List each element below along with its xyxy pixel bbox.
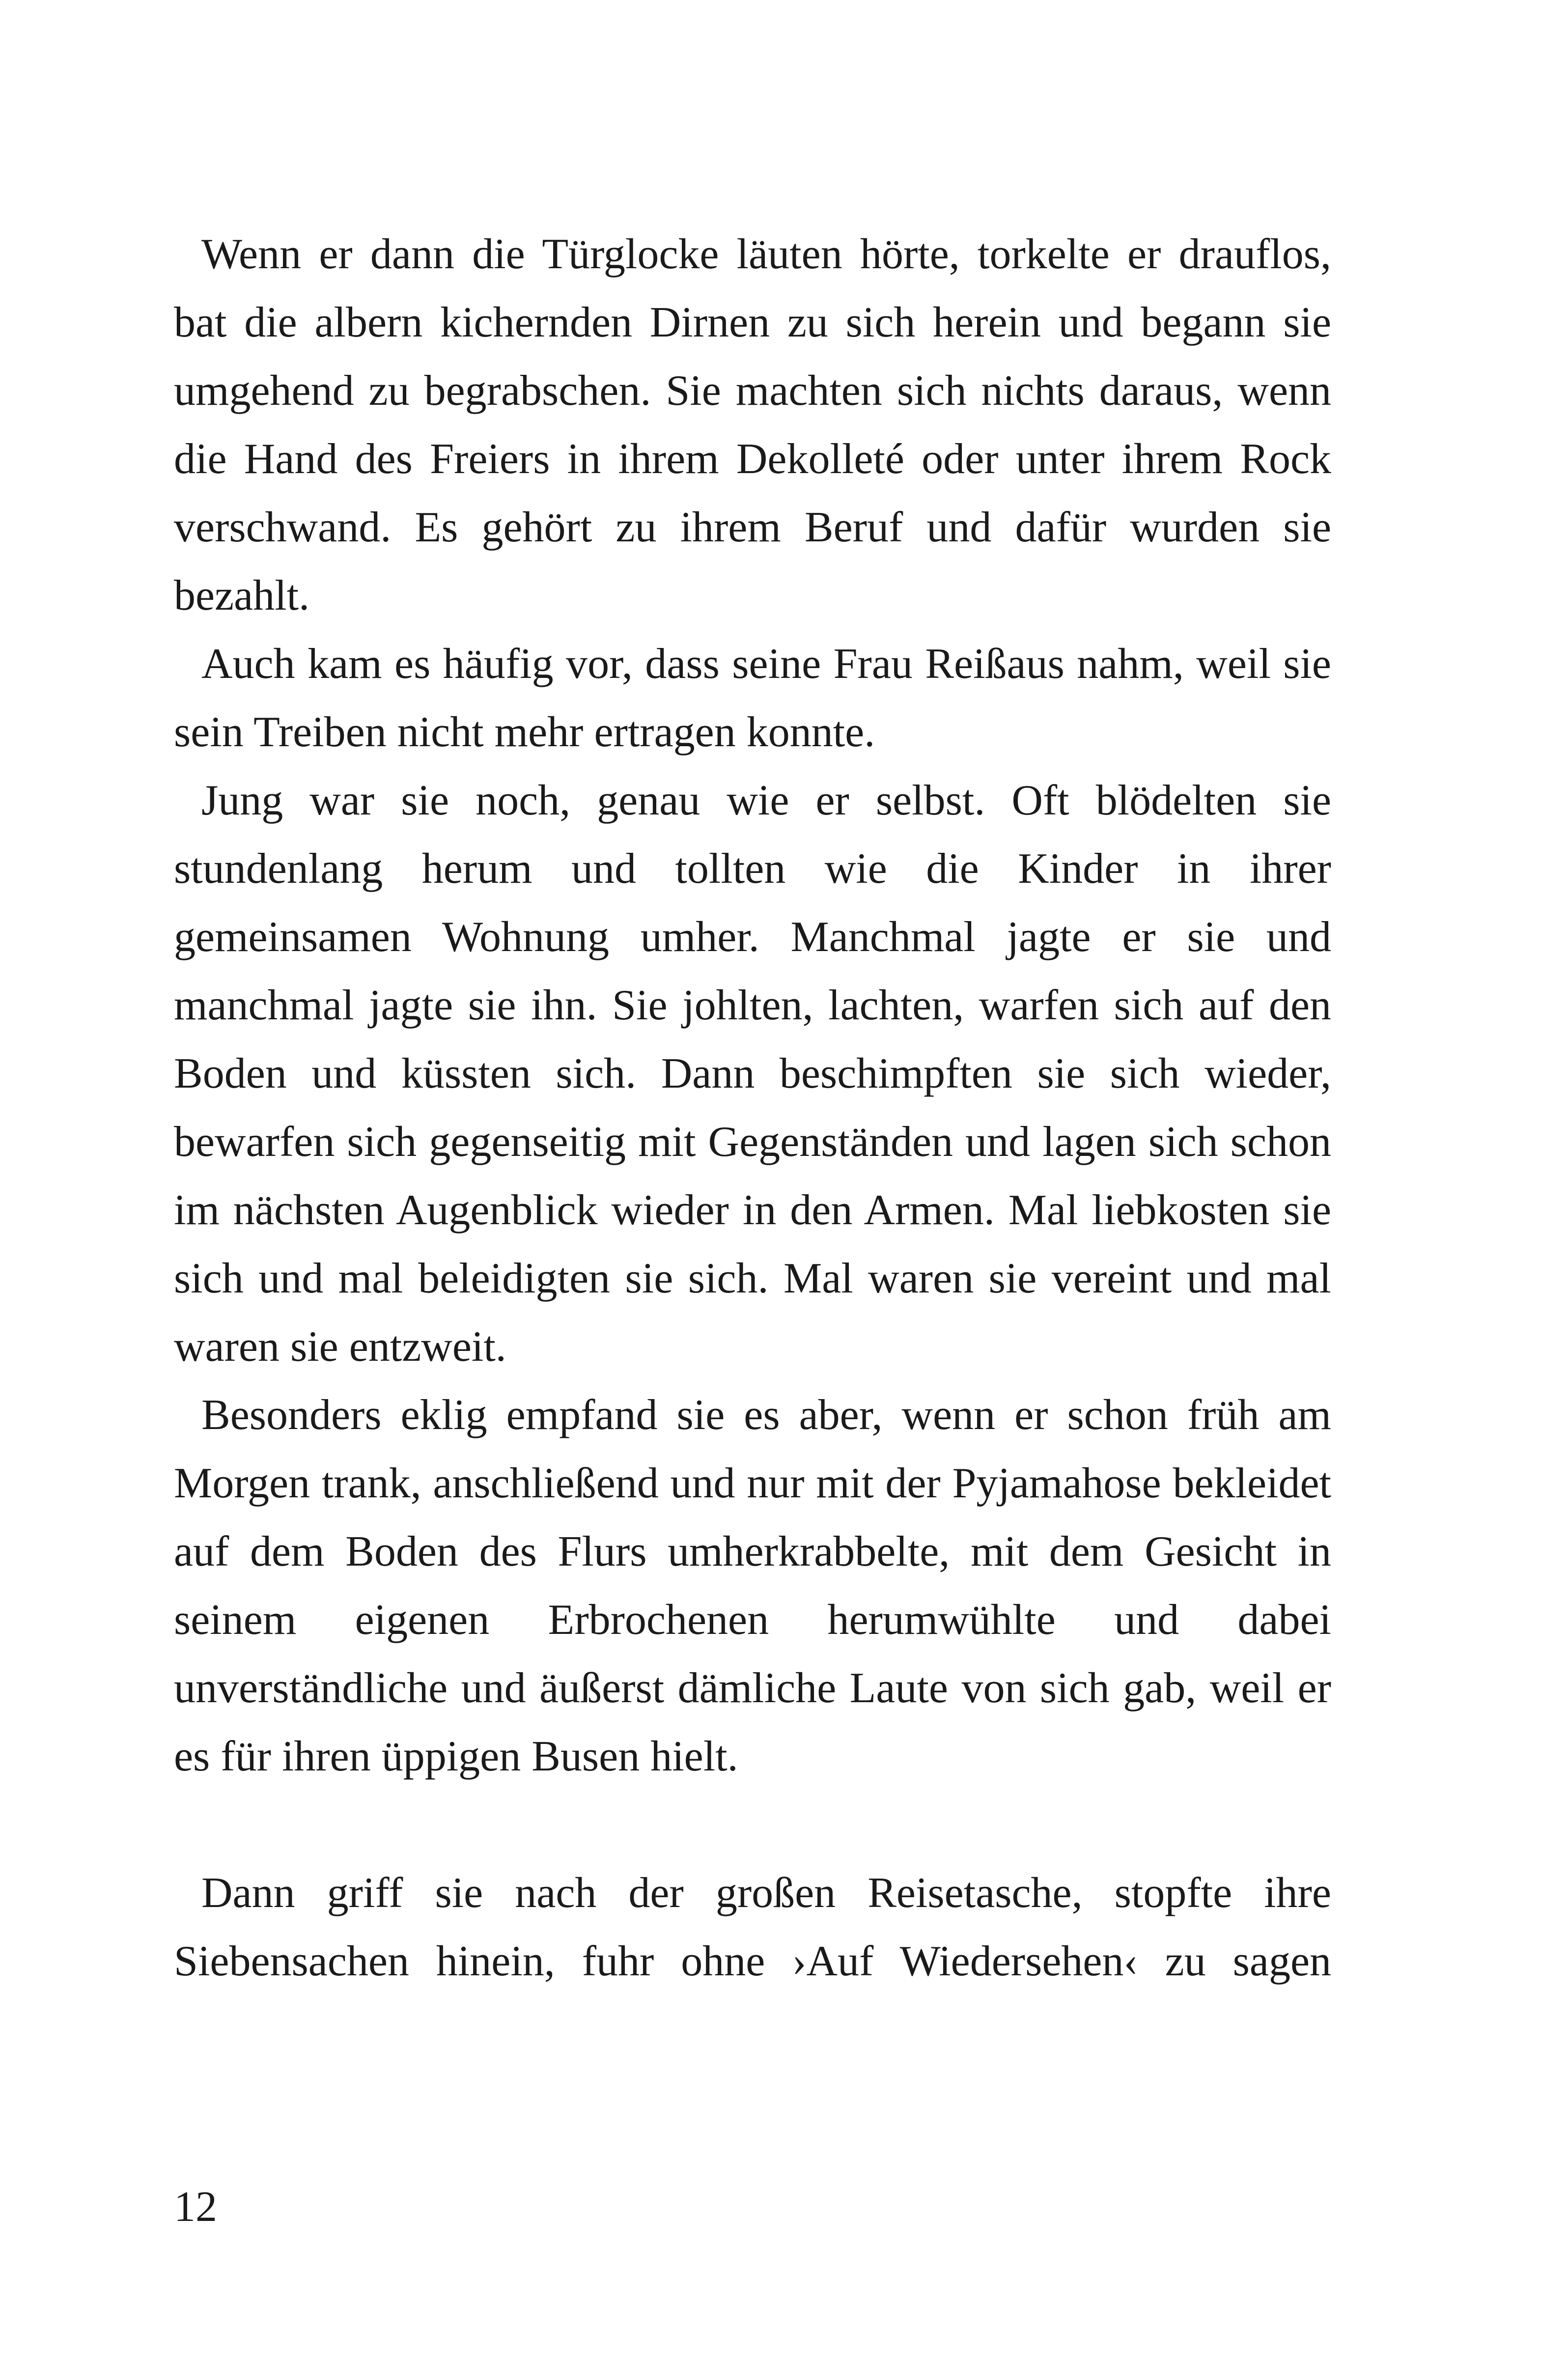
paragraph-4: Besonders eklig empfand sie es aber, wenn er schon früh am Morgen trank, anschließend und nur mit der Pyjamahose bekleidet auf dem Boden des Flurs umherkrabbelte, mit dem Gesicht in seinem eigenen Erbrochenen herumwühlte und dabei unverständliche und äußerst dämliche Laute von sich gab, weil er es für ihren üppigen Busen hielt. [174, 1391, 1331, 1780]
paragraph-3: Jung war sie noch, genau wie er selbst. Oft blödelten sie stundenlang herum und tollten wie die Kinder in ihrer gemeinsamen Wohnung umher. Manchmal jagte er sie und manchmal jagte sie ihn. Sie johlten, lachten, warfen sich auf den Boden und küssten sich. Dann beschimpften sie sich wieder, bewarfen sich gegenseitig mit Gegenständen und lagen sich schon im nächsten Augenblick wieder in den Armen. Mal liebkosten sie sich und mal beleidigten sie sich. Mal waren sie vereint und mal waren sie entzweit. [174, 777, 1331, 1371]
paragraph-1: Wenn er dann die Türglocke läuten hörte, torkelte er drauflos, bat die albern kichernden Dirnen zu sich herein und begann sie umgehend zu begrabschen. Sie machten sich nichts daraus, wenn die Hand des Freiers in ihrem Dekolleté oder unter ihrem Rock verschwand. Es gehört zu ihrem Beruf und dafür wurden sie bezahlt. [174, 230, 1331, 619]
page-number: 12 [174, 2183, 217, 2231]
section-break [174, 1791, 1331, 1859]
paragraph-5: Dann griff sie nach der großen Reisetasche, stopfte ihre Siebensachen hinein, fuhr ohne ›Auf Wiedersehen‹ zu sagen [174, 1869, 1331, 1985]
body-text [174, 220, 1331, 1995]
paragraph-2: Auch kam es häufig vor, dass seine Frau Reißaus nahm, weil sie sein Treiben nicht mehr ertragen konnte. [174, 640, 1331, 756]
